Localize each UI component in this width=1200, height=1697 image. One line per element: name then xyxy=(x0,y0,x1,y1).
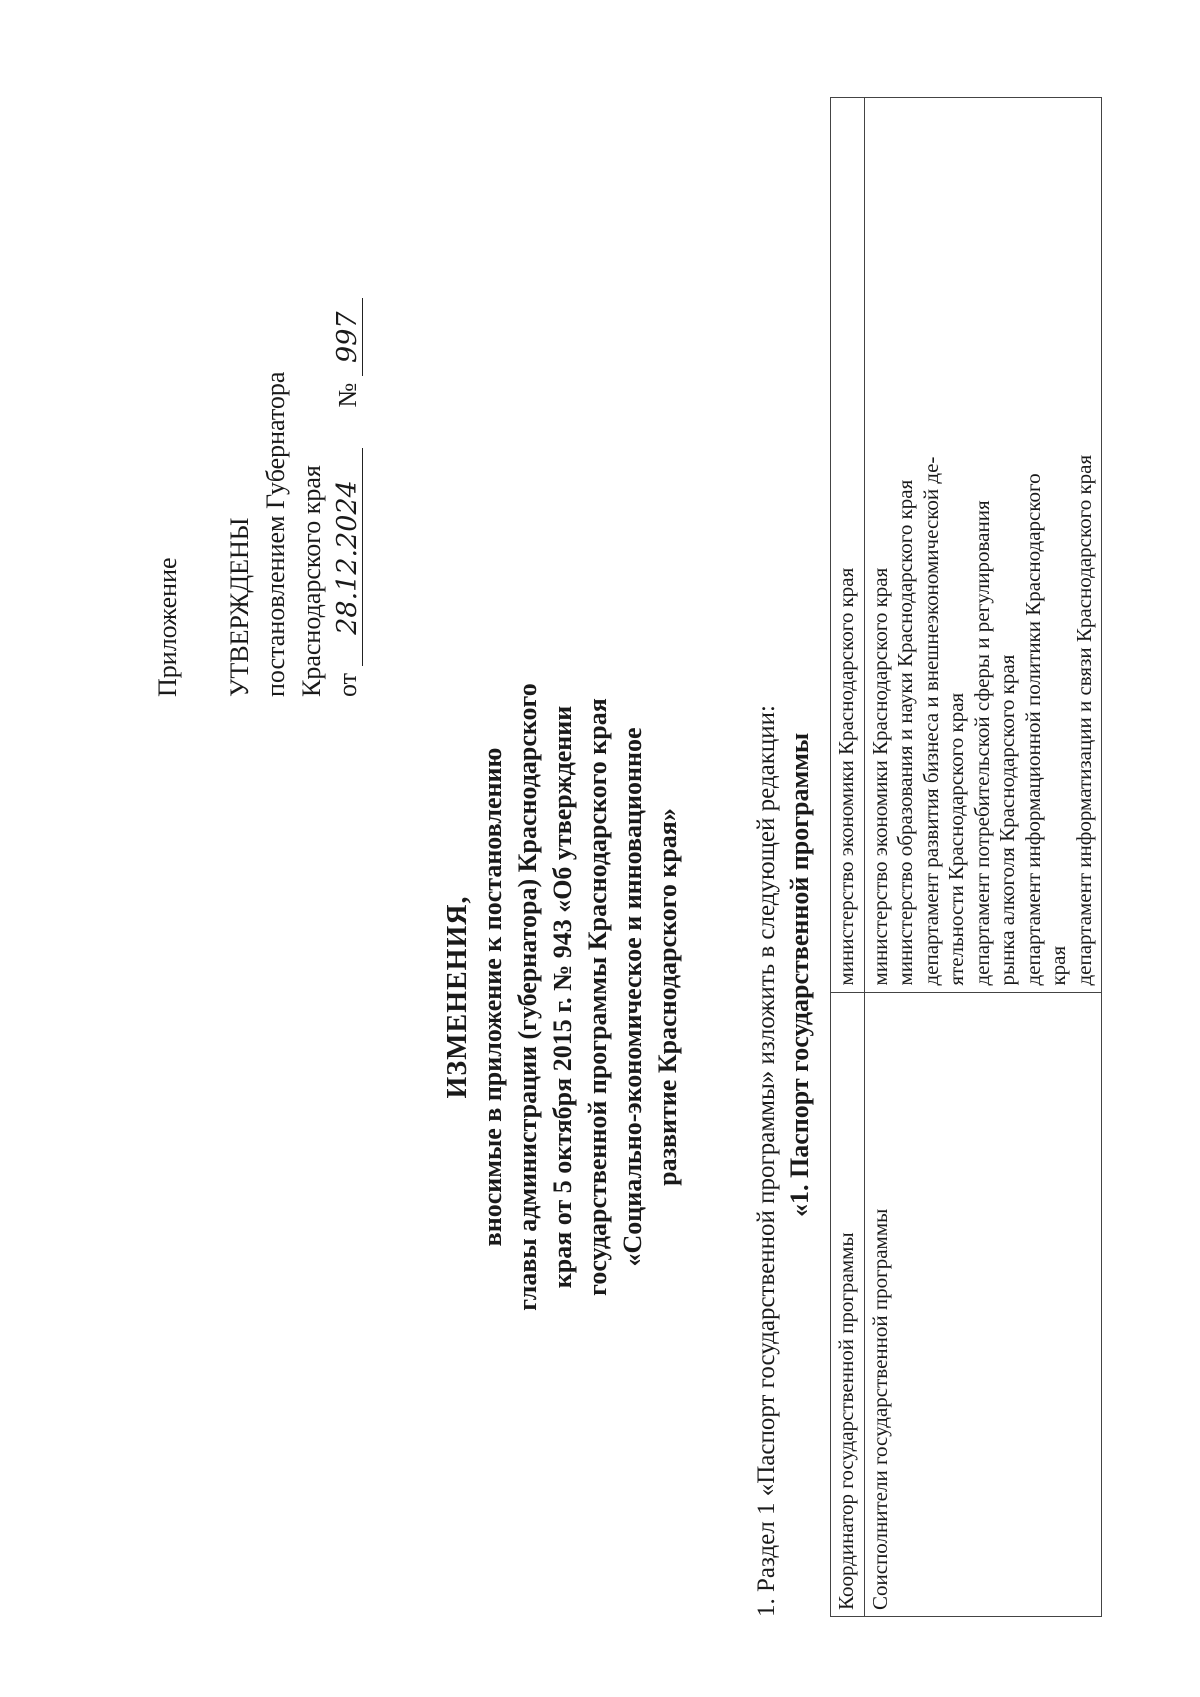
title-line: вносимые в приложение к постановлению xyxy=(478,747,507,1247)
value-line: ятельности Краснодарского края xyxy=(944,692,968,986)
value-line: министерство образования и науки Краснодарского края xyxy=(893,479,917,986)
value-line: края xyxy=(1046,945,1070,986)
table-row xyxy=(864,98,1102,1617)
approved-region-line: Краснодарского края xyxy=(297,465,326,697)
handwritten-number: 997 xyxy=(334,298,363,376)
approval-block xyxy=(150,277,366,697)
value-line: рынка алкоголя Краснодарского края xyxy=(995,654,1019,986)
appendix-label: Приложение xyxy=(153,557,182,697)
date-prefix: от xyxy=(333,672,362,697)
number-prefix: № xyxy=(333,382,362,408)
value-line: департамент развития бизнеса и внешнеэкономической де- xyxy=(918,456,943,986)
value-line: министерство экономики Краснодарского края xyxy=(867,567,892,986)
row-value xyxy=(864,98,1102,993)
row-value xyxy=(831,98,865,993)
title-main: ИЗМЕНЕНИЯ, xyxy=(442,895,473,1099)
intro-paragraph: 1. Раздел 1 «Паспорт государственной программы» изложить в следующей редакции: xyxy=(753,705,780,1617)
handwritten-date: 28.12.2024 xyxy=(334,448,363,666)
title-line: государственной программы Краснодарского края xyxy=(583,698,612,1296)
section-heading: «1. Паспорт государственной программы xyxy=(785,732,814,1217)
value-line: министерство экономики Краснодарского края xyxy=(834,567,858,986)
title-line: «Социально-экономическое и инновационное xyxy=(618,727,647,1267)
approved-by-line: постановлением Губернатора xyxy=(261,371,290,697)
approved-label: УТВЕРЖДЕНЫ xyxy=(225,517,254,697)
row-label: Соисполнители государственной программы xyxy=(864,992,1102,1616)
title-line: края от 5 октября 2015 г. № 943 «Об утверждении xyxy=(548,705,577,1289)
document-title xyxy=(440,517,685,1477)
title-line: главы администрации (губернатора) Краснодарского xyxy=(513,683,542,1311)
row-label: Координатор государственной программы xyxy=(831,992,865,1616)
value-line: департамент информатизации и связи Краснодарского края xyxy=(1071,454,1096,986)
table-row xyxy=(831,98,865,1617)
passport-table xyxy=(830,97,1102,1617)
date-number-line xyxy=(330,277,366,697)
value-line: департамент потребительской сферы и регулирования xyxy=(969,500,994,986)
value-line: департамент информационной политики Краснодарского xyxy=(1020,473,1045,986)
title-line: развитие Краснодарского края» xyxy=(653,808,682,1186)
